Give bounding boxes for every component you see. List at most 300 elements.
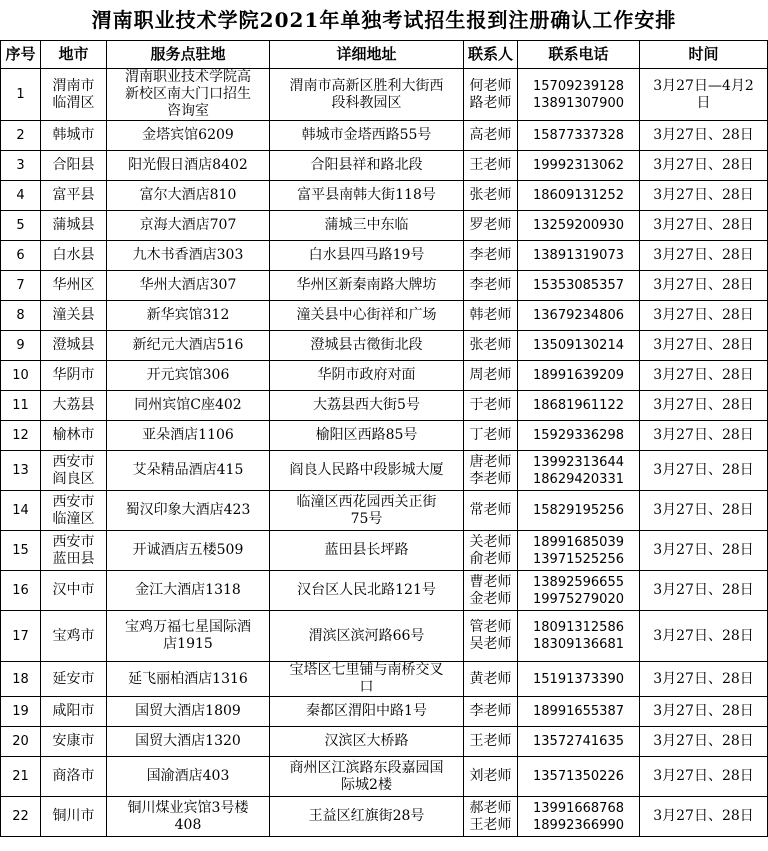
cell-city <box>41 757 107 797</box>
cell-city <box>41 361 107 391</box>
cell-address-line: 临潼区西花园西关正街 <box>296 493 437 510</box>
cell-phone-line: 15929336298 <box>533 428 624 443</box>
cell-phone-line: 13991668768 <box>533 800 624 816</box>
cell-address-line: 渭南市高新区胜利大街西 <box>289 77 444 94</box>
cell-city-line: 铜川市 <box>52 808 95 824</box>
cell-no: 21 <box>1 757 41 797</box>
cell-no: 3 <box>1 151 41 181</box>
cell-time <box>640 301 768 331</box>
cell-city-line: 渭南市 <box>52 77 95 94</box>
cell-address-line: 秦都区渭阳中路1号 <box>306 703 427 719</box>
cell-site <box>107 391 270 421</box>
cell-address <box>270 391 464 421</box>
cell-city <box>41 69 107 121</box>
cell-phone <box>518 241 640 271</box>
cell-no: 11 <box>1 391 41 421</box>
cell-city <box>41 211 107 241</box>
cell-contact-line: 高老师 <box>469 127 512 143</box>
cell-city-line: 西安市 <box>52 533 95 550</box>
cell-phone <box>518 571 640 611</box>
table-row <box>1 241 768 271</box>
cell-address <box>270 331 464 361</box>
cell-city-line: 大荔县 <box>52 397 95 413</box>
cell-phone-line: 18991639209 <box>533 368 624 383</box>
table-row <box>1 571 768 611</box>
cell-site-line: 新华宾馆312 <box>146 307 230 323</box>
cell-address <box>270 697 464 727</box>
cell-time-line: 日 <box>696 94 711 111</box>
cell-address <box>270 451 464 491</box>
cell-site <box>107 211 270 241</box>
cell-no: 18 <box>1 662 41 697</box>
cell-time <box>640 571 768 611</box>
cell-site-line: 铜川煤业宾馆3号楼 <box>127 799 249 816</box>
cell-phone-line: 18991685039 <box>533 534 624 550</box>
header-site: 服务点驻地 <box>107 41 270 69</box>
cell-no: 5 <box>1 211 41 241</box>
header-phone: 联系电话 <box>518 41 640 69</box>
cell-address <box>270 121 464 151</box>
cell-phone <box>518 451 640 491</box>
cell-site <box>107 491 270 531</box>
cell-contact-line: 常老师 <box>469 502 512 518</box>
cell-site <box>107 69 270 121</box>
cell-phone-line: 15191373390 <box>533 671 624 687</box>
cell-contact-line: 李老师 <box>469 277 512 293</box>
cell-phone <box>518 797 640 837</box>
cell-address-line: 华州区新秦南路大牌坊 <box>296 277 437 293</box>
cell-contact-line: 李老师 <box>469 703 512 719</box>
table-row <box>1 662 768 697</box>
cell-site-line: 开诚酒店五楼509 <box>132 542 244 558</box>
cell-phone <box>518 697 640 727</box>
cell-contact <box>464 301 518 331</box>
cell-no: 6 <box>1 241 41 271</box>
cell-site-line: 咨询室 <box>167 103 209 119</box>
cell-site-line: 阳光假日酒店8402 <box>128 157 248 173</box>
cell-time-line: 3月27日、28日 <box>653 427 754 443</box>
table-row <box>1 151 768 181</box>
cell-phone-line: 15877337328 <box>533 128 624 143</box>
cell-time-line: 3月27日、28日 <box>653 808 754 824</box>
cell-site-line: 富尔大酒店810 <box>139 187 237 203</box>
cell-contact <box>464 797 518 837</box>
cell-phone <box>518 301 640 331</box>
cell-contact-line: 王老师 <box>469 733 512 749</box>
cell-address-line: 段科教园区 <box>331 94 402 111</box>
cell-contact-line: 何老师 <box>469 77 512 94</box>
cell-city <box>41 271 107 301</box>
cell-phone-line: 18991655387 <box>533 704 624 719</box>
cell-contact-line: 路老师 <box>469 94 512 111</box>
cell-city <box>41 421 107 451</box>
cell-address-line: 蓝田县长坪路 <box>324 542 409 558</box>
table-row <box>1 121 768 151</box>
cell-phone-line: 13892596655 <box>533 574 624 590</box>
cell-no: 22 <box>1 797 41 837</box>
cell-city-line: 榆林市 <box>52 427 95 443</box>
cell-contact-line: 张老师 <box>469 187 512 203</box>
cell-time <box>640 531 768 571</box>
cell-time-line: 3月27日、28日 <box>653 582 754 598</box>
cell-time <box>640 151 768 181</box>
table-row <box>1 211 768 241</box>
cell-no: 7 <box>1 271 41 301</box>
cell-site <box>107 181 270 211</box>
cell-contact <box>464 531 518 571</box>
cell-city-line: 华州区 <box>52 277 95 293</box>
header-contact: 联系人 <box>464 41 518 69</box>
cell-address <box>270 181 464 211</box>
cell-site-line: 延飞丽柏酒店1316 <box>128 670 248 687</box>
cell-site-line: 新校区南大门口招生 <box>125 86 251 102</box>
cell-city-line: 白水县 <box>52 247 95 263</box>
cell-site-line: 国渝酒店403 <box>146 768 230 784</box>
header-city: 地市 <box>41 41 107 69</box>
cell-site <box>107 571 270 611</box>
cell-address-line: 韩城市金塔西路55号 <box>301 127 432 143</box>
cell-site <box>107 797 270 837</box>
cell-address-line: 华阴市政府对面 <box>317 367 416 383</box>
cell-site <box>107 421 270 451</box>
cell-address <box>270 662 464 697</box>
table-row <box>1 271 768 301</box>
cell-phone <box>518 491 640 531</box>
cell-site <box>107 271 270 301</box>
cell-phone-line: 13971525256 <box>533 551 624 567</box>
cell-phone-line: 15709239128 <box>533 78 624 94</box>
cell-contact-line: 金老师 <box>469 590 512 607</box>
cell-time <box>640 211 768 241</box>
cell-site <box>107 531 270 571</box>
cell-city <box>41 241 107 271</box>
cell-address-line: 75号 <box>350 510 383 527</box>
cell-time-line: 3月27日、28日 <box>653 307 754 323</box>
cell-time-line: 3月27日、28日 <box>653 703 754 719</box>
cell-city <box>41 697 107 727</box>
document-title: 渭南职业技术学院2021年单独考试招生报到注册确认工作安排 <box>91 8 677 32</box>
cell-address <box>270 361 464 391</box>
cell-contact <box>464 571 518 611</box>
cell-site <box>107 451 270 491</box>
table-row <box>1 451 768 491</box>
cell-city <box>41 611 107 662</box>
cell-site-line: 蜀汉印象大酒店423 <box>125 502 251 518</box>
cell-city <box>41 121 107 151</box>
table-row <box>1 181 768 211</box>
table-body <box>1 69 768 837</box>
cell-time <box>640 797 768 837</box>
cell-contact <box>464 757 518 797</box>
cell-address-line: 富平县南韩大街118号 <box>297 187 436 203</box>
cell-no: 15 <box>1 531 41 571</box>
cell-contact-line: 黄老师 <box>469 670 512 687</box>
cell-no: 14 <box>1 491 41 531</box>
cell-contact-line: 李老师 <box>469 247 512 263</box>
cell-site-line: 亚朵酒店1106 <box>142 427 234 443</box>
cell-city-line: 澄城县 <box>52 337 95 353</box>
cell-no: 16 <box>1 571 41 611</box>
cell-time-line: 3月27日、28日 <box>653 277 754 293</box>
cell-city-line: 临渭区 <box>52 94 95 111</box>
cell-address-line: 榆阳区西路85号 <box>315 427 418 443</box>
cell-address-line: 商州区江滨路东段嘉园国 <box>289 759 444 776</box>
cell-no: 19 <box>1 697 41 727</box>
cell-phone-line: 13891307900 <box>533 95 624 111</box>
cell-time-line: 3月27日、28日 <box>653 247 754 263</box>
cell-city-line: 合阳县 <box>52 157 95 173</box>
cell-site-line: 新纪元大酒店516 <box>132 337 244 353</box>
schedule-table <box>0 40 768 837</box>
cell-no: 17 <box>1 611 41 662</box>
cell-time <box>640 491 768 531</box>
cell-site <box>107 241 270 271</box>
cell-time <box>640 241 768 271</box>
cell-address-line: 合阳县祥和路北段 <box>310 157 423 173</box>
cell-city-line: 安康市 <box>52 733 95 749</box>
table-row <box>1 301 768 331</box>
cell-no: 12 <box>1 421 41 451</box>
cell-contact <box>464 611 518 662</box>
cell-address-line: 汉滨区大桥路 <box>324 733 409 749</box>
cell-site <box>107 121 270 151</box>
cell-time <box>640 271 768 301</box>
cell-time <box>640 662 768 697</box>
cell-phone-line: 18609131252 <box>533 188 624 203</box>
cell-address <box>270 211 464 241</box>
cell-time <box>640 331 768 361</box>
cell-city <box>41 181 107 211</box>
cell-contact-line: 管老师 <box>469 619 512 635</box>
cell-contact-line: 曹老师 <box>469 573 512 590</box>
cell-city-line: 临潼区 <box>52 510 95 527</box>
cell-phone-line: 13891319073 <box>533 248 624 263</box>
table-row <box>1 611 768 662</box>
cell-contact <box>464 697 518 727</box>
cell-time <box>640 361 768 391</box>
table-row <box>1 491 768 531</box>
cell-city-line: 宝鸡市 <box>52 627 95 644</box>
cell-address-line: 澄城县古徵街北段 <box>310 337 423 353</box>
cell-phone <box>518 181 640 211</box>
cell-address <box>270 271 464 301</box>
cell-address <box>270 571 464 611</box>
cell-phone <box>518 757 640 797</box>
cell-phone-line: 13571350226 <box>533 769 624 784</box>
cell-phone-line: 18629420331 <box>533 471 624 487</box>
cell-contact <box>464 241 518 271</box>
cell-time-line: 3月27日、28日 <box>653 733 754 749</box>
cell-address-line: 渭滨区滨河路66号 <box>308 627 425 644</box>
cell-city <box>41 571 107 611</box>
cell-no: 20 <box>1 727 41 757</box>
table-row <box>1 727 768 757</box>
cell-no: 8 <box>1 301 41 331</box>
cell-city <box>41 727 107 757</box>
cell-address <box>270 301 464 331</box>
cell-contact-line: 于老师 <box>469 397 512 413</box>
cell-site-line: 国贸大酒店1320 <box>135 733 241 749</box>
cell-address-line: 大荔县西大街5号 <box>313 397 420 413</box>
cell-no: 9 <box>1 331 41 361</box>
cell-contact <box>464 331 518 361</box>
header-no: 序号 <box>1 41 41 69</box>
table-row <box>1 391 768 421</box>
cell-time-line: 3月27日、28日 <box>653 337 754 353</box>
table-header-row <box>1 41 768 69</box>
cell-phone-line: 18091312586 <box>533 620 624 635</box>
cell-address-line: 阎良人民路中段影城大厦 <box>289 462 444 478</box>
cell-no: 2 <box>1 121 41 151</box>
cell-contact-line: 丁老师 <box>469 427 512 443</box>
cell-address <box>270 727 464 757</box>
cell-city-line: 延安市 <box>52 670 95 687</box>
cell-city-line: 商洛市 <box>52 768 95 784</box>
cell-city <box>41 151 107 181</box>
table-row <box>1 697 768 727</box>
cell-contact <box>464 271 518 301</box>
cell-phone-line: 13992313644 <box>533 454 624 470</box>
cell-contact-line: 唐老师 <box>469 453 512 470</box>
cell-contact <box>464 211 518 241</box>
cell-city <box>41 331 107 361</box>
cell-phone <box>518 151 640 181</box>
cell-site-line: 艾朵精品酒店415 <box>132 462 244 478</box>
cell-contact <box>464 421 518 451</box>
cell-address <box>270 757 464 797</box>
cell-address <box>270 611 464 662</box>
cell-address <box>270 797 464 837</box>
cell-contact <box>464 69 518 121</box>
cell-site <box>107 697 270 727</box>
cell-time-line: 3月27日、28日 <box>653 670 754 687</box>
cell-site <box>107 611 270 662</box>
cell-site-line: 金江大酒店1318 <box>135 582 241 598</box>
cell-site <box>107 757 270 797</box>
cell-phone-line: 13509130214 <box>533 338 624 353</box>
cell-address-line: 汉台区人民北路121号 <box>297 582 436 598</box>
cell-contact-line: 刘老师 <box>469 768 512 784</box>
cell-time-line: 3月27日、28日 <box>653 157 754 173</box>
cell-site-line: 408 <box>174 816 202 833</box>
cell-phone <box>518 69 640 121</box>
cell-time <box>640 727 768 757</box>
cell-time-line: 3月27日、28日 <box>653 502 754 518</box>
cell-phone-line: 18681961122 <box>533 398 624 413</box>
cell-contact <box>464 121 518 151</box>
cell-time <box>640 121 768 151</box>
cell-contact-line: 李老师 <box>469 470 512 487</box>
cell-city-line: 韩城市 <box>52 127 95 143</box>
cell-site-line: 京海大酒店707 <box>139 217 237 233</box>
cell-address-line: 际城2楼 <box>341 776 392 793</box>
cell-city <box>41 662 107 697</box>
cell-city <box>41 531 107 571</box>
cell-site-line: 华州大酒店307 <box>139 277 237 293</box>
cell-site-line: 宝鸡万福七星国际酒 <box>125 619 251 635</box>
cell-contact-line: 关老师 <box>469 533 512 550</box>
cell-address-line: 王益区红旗街28号 <box>308 808 425 824</box>
cell-phone <box>518 662 640 697</box>
cell-phone-line: 19992313062 <box>533 158 624 173</box>
cell-address-line: 白水县四马路19号 <box>308 247 425 263</box>
cell-site <box>107 727 270 757</box>
cell-contact-line: 俞老师 <box>469 550 512 567</box>
cell-contact <box>464 361 518 391</box>
cell-contact <box>464 662 518 697</box>
cell-city-line: 西安市 <box>52 453 95 470</box>
cell-contact-line: 韩老师 <box>469 307 512 323</box>
cell-contact <box>464 391 518 421</box>
cell-time-line: 3月27日、28日 <box>653 542 754 558</box>
cell-phone-line: 13679234806 <box>533 308 624 323</box>
cell-city-line: 咸阳市 <box>52 703 95 719</box>
cell-time-line: 3月27日、28日 <box>653 127 754 143</box>
cell-city-line: 华阴市 <box>52 367 95 383</box>
cell-site-line: 金塔宾馆6209 <box>142 127 234 143</box>
cell-city <box>41 301 107 331</box>
cell-site-line: 开元宾馆306 <box>146 367 230 383</box>
cell-time <box>640 421 768 451</box>
cell-time-line: 3月27日、28日 <box>653 397 754 413</box>
cell-site-line: 国贸大酒店1809 <box>135 703 241 719</box>
cell-phone-line: 13259200930 <box>533 218 624 233</box>
cell-time-line: 3月27日—4月2 <box>653 77 754 94</box>
table-row <box>1 361 768 391</box>
cell-phone <box>518 727 640 757</box>
cell-contact-line: 王老师 <box>469 816 512 833</box>
cell-no: 13 <box>1 451 41 491</box>
cell-no: 1 <box>1 69 41 121</box>
cell-city <box>41 797 107 837</box>
cell-address <box>270 69 464 121</box>
cell-time-line: 3月27日、28日 <box>653 367 754 383</box>
cell-phone-line: 19975279020 <box>533 591 624 607</box>
cell-contact-line: 王老师 <box>469 157 512 173</box>
cell-address-line: 潼关县中心街祥和广场 <box>296 307 437 323</box>
cell-phone <box>518 331 640 361</box>
cell-time <box>640 611 768 662</box>
cell-address-line: 口 <box>359 679 374 695</box>
cell-address <box>270 241 464 271</box>
cell-time-line: 3月27日、28日 <box>653 187 754 203</box>
cell-time <box>640 451 768 491</box>
cell-contact <box>464 151 518 181</box>
cell-phone <box>518 611 640 662</box>
cell-site-line: 店1915 <box>163 636 213 652</box>
table-row <box>1 331 768 361</box>
cell-phone-line: 18309136681 <box>533 637 624 652</box>
cell-site-line: 九木书香酒店303 <box>132 247 244 263</box>
cell-city <box>41 491 107 531</box>
cell-site <box>107 361 270 391</box>
table-row <box>1 421 768 451</box>
cell-city-line: 汉中市 <box>52 582 95 598</box>
cell-contact <box>464 181 518 211</box>
cell-address <box>270 421 464 451</box>
header-time: 时间 <box>640 41 768 69</box>
cell-phone-line: 13572741635 <box>533 734 624 749</box>
header-address: 详细地址 <box>270 41 464 69</box>
cell-contact <box>464 491 518 531</box>
cell-time <box>640 391 768 421</box>
cell-address-line: 宝塔区七里铺与南桥交叉 <box>289 662 444 678</box>
cell-time <box>640 69 768 121</box>
cell-phone-line: 15829195256 <box>533 503 624 518</box>
cell-address-line: 蒲城三中东临 <box>324 217 409 233</box>
cell-city-line: 蓝田县 <box>52 550 95 567</box>
cell-no: 4 <box>1 181 41 211</box>
